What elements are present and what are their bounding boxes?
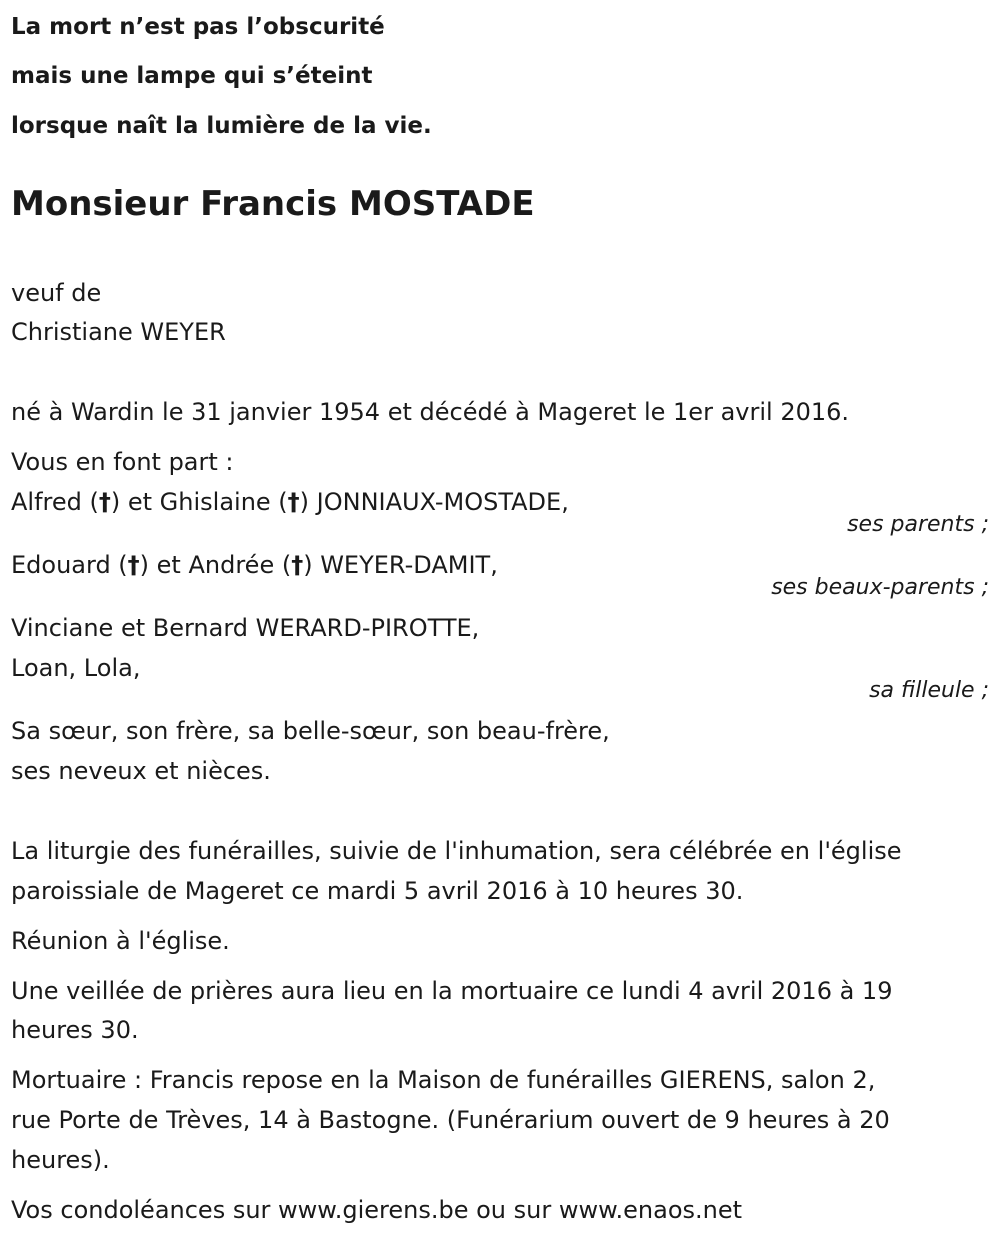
mortuary-line-3: heures). (11, 1146, 110, 1174)
vigil-line-2: heures 30. (11, 1016, 139, 1044)
cross-icon: † (127, 551, 140, 579)
announcement-intro: Vous en font part : (11, 448, 234, 476)
meeting-line: Réunion à l'église. (11, 927, 230, 955)
in-laws-text-end: ) WEYER-DAMIT, (303, 551, 498, 579)
quote-line-1: La mort n’est pas l’obscurité (11, 14, 385, 40)
mortuary-line-2: rue Porte de Trèves, 14 à Bastogne. (Funérarium ouvert de 9 heures à 20 (11, 1106, 890, 1134)
family-line-1: Vinciane et Bernard WERARD-PIROTTE, (11, 614, 480, 642)
family-line-2: Loan, Lola, (11, 654, 141, 682)
cross-icon: † (287, 488, 300, 516)
mortuary-line-1: Mortuaire : Francis repose en la Maison de funérailles GIERENS, salon 2, (11, 1066, 876, 1094)
goddaughter-relation: sa filleule ; (869, 678, 989, 703)
widow-of-label: veuf de (11, 279, 102, 307)
in-laws-line (11, 550, 498, 580)
parents-line (11, 487, 569, 517)
liturgy-line-2: paroissiale de Mageret ce mardi 5 avril 2016 à 10 heures 30. (11, 877, 744, 905)
birth-death-line: né à Wardin le 31 janvier 1954 et décédé à Mageret le 1er avril 2016. (11, 398, 850, 426)
cross-icon: † (291, 551, 304, 579)
deceased-name: Monsieur Francis MOSTADE (11, 184, 535, 224)
in-laws-text-mid: ) et Andrée ( (139, 551, 292, 579)
parents-relation: ses parents ; (847, 512, 989, 537)
quote-line-3: lorsque naît la lumière de la vie. (11, 113, 432, 139)
spouse-name: Christiane WEYER (11, 318, 226, 346)
in-laws-relation: ses beaux-parents ; (771, 575, 989, 600)
liturgy-line-1: La liturgie des funérailles, suivie de l'inhumation, sera célébrée en l'église (11, 837, 902, 865)
in-laws-text-first: Edouard ( (11, 551, 128, 579)
vigil-line-1: Une veillée de prières aura lieu en la mortuaire ce lundi 4 avril 2016 à 19 (11, 977, 893, 1005)
quote-line-2: mais une lampe qui s’éteint (11, 63, 373, 89)
siblings-line-2: ses neveux et nièces. (11, 757, 271, 785)
parents-text-mid: ) et Ghislaine ( (110, 488, 288, 516)
condolences-line: Vos condoléances sur www.gierens.be ou sur www.enaos.net (11, 1196, 743, 1224)
parents-text-first: Alfred ( (11, 488, 99, 516)
parents-text-end: ) JONNIAUX-MOSTADE, (299, 488, 569, 516)
cross-icon: † (98, 488, 111, 516)
siblings-line-1: Sa sœur, son frère, sa belle-sœur, son beau-frère, (11, 717, 610, 745)
